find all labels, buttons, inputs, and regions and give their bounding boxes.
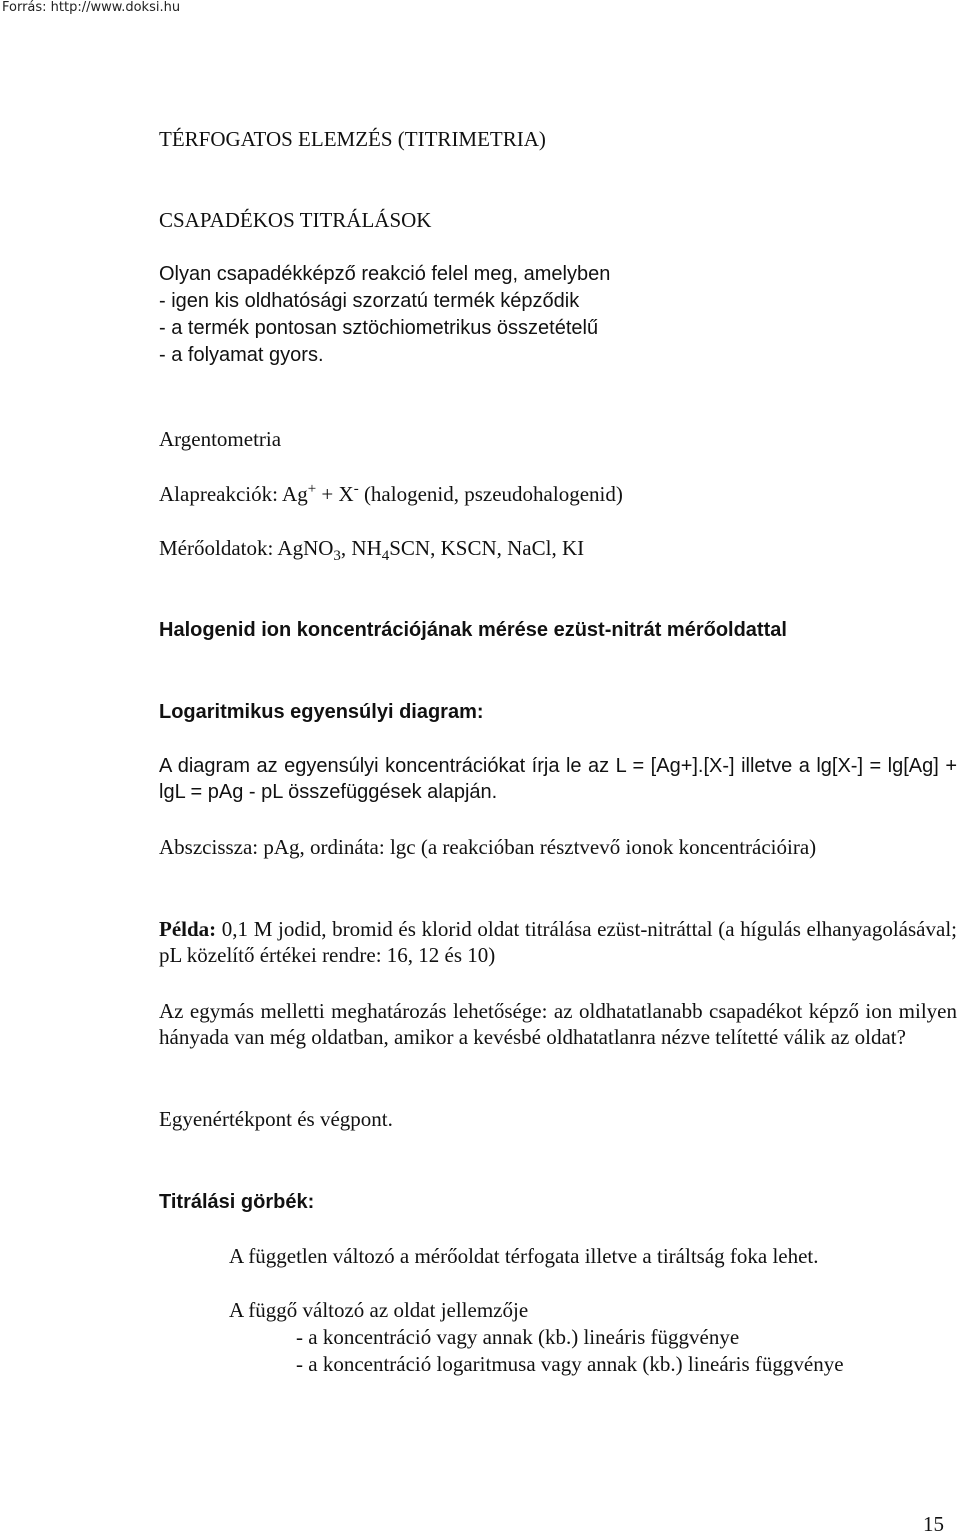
fuggo-item: - a koncentráció logaritmusa vagy annak (kb.) lineáris függvénye <box>296 1352 844 1376</box>
alap-prefix: Alapreakciók: Ag <box>159 482 308 506</box>
intro-item: - a termék pontosan sztöchiometrikus összetételű <box>159 317 599 339</box>
page-number: 15 <box>923 1512 944 1536</box>
intro-item: - igen kis oldhatósági szorzatú termék képződik <box>159 290 580 312</box>
fuggetlen-text: A független változó a mérőoldat térfogata illetve a tiráltság foka lehet. <box>229 1244 819 1268</box>
egymas-paragraph: Az egymás melletti meghatározás lehetősége: az oldhatatlanabb csapadékot képző ion milyen hányada van még oldatban, amikor a kevésbé oldhatatlanra nézve telítetté válik az oldat? <box>159 999 957 1049</box>
titralasi-heading: Titrálási görbék: <box>159 1191 315 1213</box>
intro-lead: Olyan csapadékképző reakció felel meg, amelyben <box>159 263 611 285</box>
pelda-paragraph <box>159 916 957 968</box>
mero-prefix: Mérőoldatok: AgNO <box>159 536 334 560</box>
abszcissza-text: Abszcissza: pAg, ordináta: lgc (a reakcióban résztvevő ionok koncentrációira) <box>159 835 817 859</box>
section-heading: CSAPADÉKOS TITRÁLÁSOK <box>159 208 432 232</box>
alap-sup-minus: - <box>353 481 359 497</box>
alapreakciok-line <box>159 481 623 507</box>
pelda-text: 0,1 M jodid, bromid és klorid oldat titrálása ezüst-nitráttal (a hígulás elhanyagolásával; pL közelítő értékei rendre: 16, 12 és 10) <box>159 917 957 967</box>
page-title: TÉRFOGATOS ELEMZÉS (TITRIMETRIA) <box>159 127 546 151</box>
fuggo-lead: A függő változó az oldat jellemzője <box>229 1298 529 1322</box>
mero-suffix: SCN, KSCN, NaCl, KI <box>389 536 585 560</box>
argentometria-heading: Argentometria <box>159 427 282 451</box>
alap-mid: + X <box>316 482 354 506</box>
alap-suffix: (halogenid, pszeudohalogenid) <box>358 482 623 506</box>
egyenertek-text: Egyenértékpont és végpont. <box>159 1107 393 1131</box>
log-heading: Logaritmikus egyensúlyi diagram: <box>159 701 484 723</box>
mero-sub-3: 3 <box>333 548 341 564</box>
log-text: A diagram az egyensúlyi koncentrációkat írja le az L = [Ag+].[X-] illetve a lg[X-] = lg[Ag] + lgL = pAg - pL összefüggések alapján. <box>159 755 957 803</box>
source-label: Forrás: http://www.doksi.hu <box>2 0 181 15</box>
halogenid-heading: Halogenid ion koncentrációjának mérése ezüst-nitrát mérőoldattal <box>159 619 787 641</box>
mero-mid: , NH <box>340 536 382 560</box>
alap-sup-plus: + <box>307 481 317 497</box>
mero-sub-4: 4 <box>381 548 390 564</box>
merooldatok-line <box>159 535 585 564</box>
fuggo-item: - a koncentráció vagy annak (kb.) lineáris függvénye <box>296 1325 740 1349</box>
pelda-label: Példa: <box>159 917 217 941</box>
intro-item: - a folyamat gyors. <box>159 344 324 366</box>
